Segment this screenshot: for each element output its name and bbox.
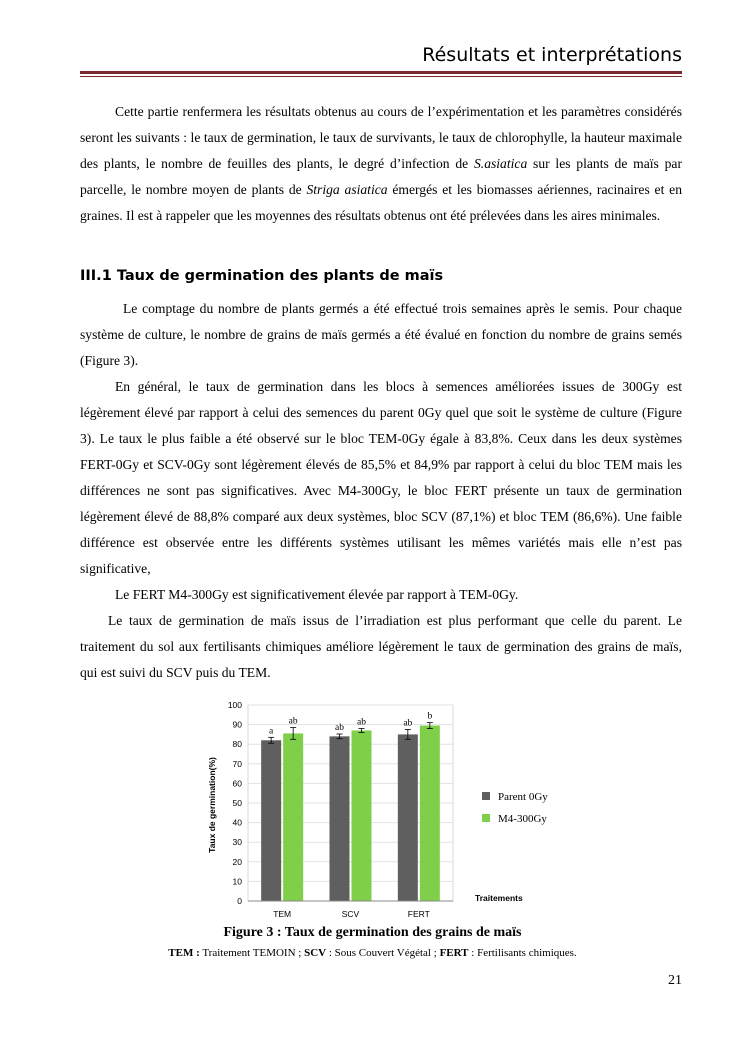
y-tick-label: 30 (232, 837, 242, 848)
significance-letter: ab (357, 717, 366, 728)
y-tick-label: 0 (237, 896, 242, 906)
header-rule-thin (80, 76, 682, 77)
figure-caption: Figure 3 : Taux de germination des grains de maïs (223, 925, 522, 940)
page-number: 21 (668, 973, 682, 988)
y-axis-label: Taux de germination(%) (207, 757, 217, 853)
x-axis-label: Traitements (475, 893, 523, 903)
figure-abbreviations: TEM : Traitement TEMOIN ; SCV : Sous Couvert Végétal ; FERT : Fertilisants chimiques. (168, 947, 577, 959)
significance-letter: a (269, 726, 274, 737)
y-tick-label: 70 (232, 758, 242, 769)
legend-label: M4-300Gy (498, 813, 547, 825)
legend-label: Parent 0Gy (498, 791, 548, 803)
significance-letter: ab (335, 723, 344, 734)
paragraph-2: En général, le taux de germination dans les blocs à semences améliorées issues de 300Gy est légèrement élevé par rapport à celui des semences du parent 0Gy quel que soit le système de culture (Figure 3). Le taux le plus faible a été observé sur le bloc TEM-0Gy égale à 83,8%. Ceux dans les deux systèmes FERT-0Gy et SCV-0Gy sont légèrement élevés de 85,5% et 84,9% par rapport à celui du bloc TEM mais les différences ne sont pas significatives. Avec M4-300Gy, le bloc FERT présente un taux de germination légèrement élevé de 88,8% comparé aux deux systèmes, bloc SCV (87,1%) et bloc TEM (86,6%). Une faible différence est observée entre les différents systèmes utilisant les mêmes variétés mais elle n’est pas significative, (80, 379, 682, 576)
y-tick-label: 50 (232, 798, 242, 808)
species-name-2: Striga asiatica (306, 182, 388, 197)
significance-letter: ab (288, 716, 298, 727)
paragraph-3: Le FERT M4-300Gy est significativement élevée par rapport à TEM-0Gy. (115, 587, 519, 602)
significance-letter: ab (403, 718, 413, 729)
y-tick-label: 40 (232, 817, 242, 828)
x-tick-label: TEM (273, 909, 292, 919)
y-tick-label: 10 (232, 876, 242, 887)
paragraph-1: Le comptage du nombre de plants germés a été effectué trois semaines après le semis. Pour chaque système de culture, le nombre de grains de maïs germés a été évalué en fonction du nombre de grains semés (Figure 3). (80, 301, 682, 368)
legend-swatch (482, 814, 490, 822)
y-tick-label: 80 (232, 739, 242, 750)
paragraph-4: Le taux de germination de maïs issus de l’irradiation est plus performant que celle du parent. Le traitement du sol aux fertilisants chimiques améliore légèrement le taux de germination des grains de maïs, qui est suivi du SCV puis du TEM. (80, 613, 682, 680)
running-header-title: Résultats et interprétations (422, 44, 682, 66)
y-tick-label: 20 (232, 856, 242, 867)
section-heading (80, 268, 443, 284)
bar-tem-m4 (283, 733, 303, 901)
y-tick-label: 100 (227, 700, 242, 710)
section-number: III.1 (80, 268, 112, 284)
species-name-1: S.asiatica (474, 156, 528, 171)
x-tick-label: SCV (341, 909, 360, 919)
y-tick-label: 60 (232, 778, 242, 789)
bar-tem-parent (261, 740, 281, 901)
legend-swatch (482, 792, 490, 800)
bar-scv-parent (330, 736, 350, 901)
header-rule-thick (80, 71, 682, 74)
significance-letter: b (427, 711, 433, 722)
x-tick-label: FERT (407, 909, 430, 919)
bar-fert-m4 (420, 726, 440, 901)
section-title: Taux de germination des plants de maïs (116, 268, 444, 284)
y-tick-label: 90 (232, 719, 242, 730)
bar-scv-m4 (352, 730, 372, 901)
intro-paragraph: Cette partie renfermera les résultats obtenus au cours de l’expérimentation et les paramètres considérés seront les suivants : le taux de germination, le taux de survivants, le taux de chlorophylle, la hauteur maximale des plants, le nombre de feuilles des plants, le degré d’infection de S.asiatica sur les plants de maïs par parcelle, le nombre moyen de plants de Striga asiatica émergés et les biomasses aériennes, racinaires et en graines. Il est à rappeler que les moyennes des résultats obtenus ont été prélevées dans les aires minimales. (80, 104, 683, 223)
bar-fert-parent (398, 734, 418, 901)
germination-bar-chart (0, 697, 745, 927)
